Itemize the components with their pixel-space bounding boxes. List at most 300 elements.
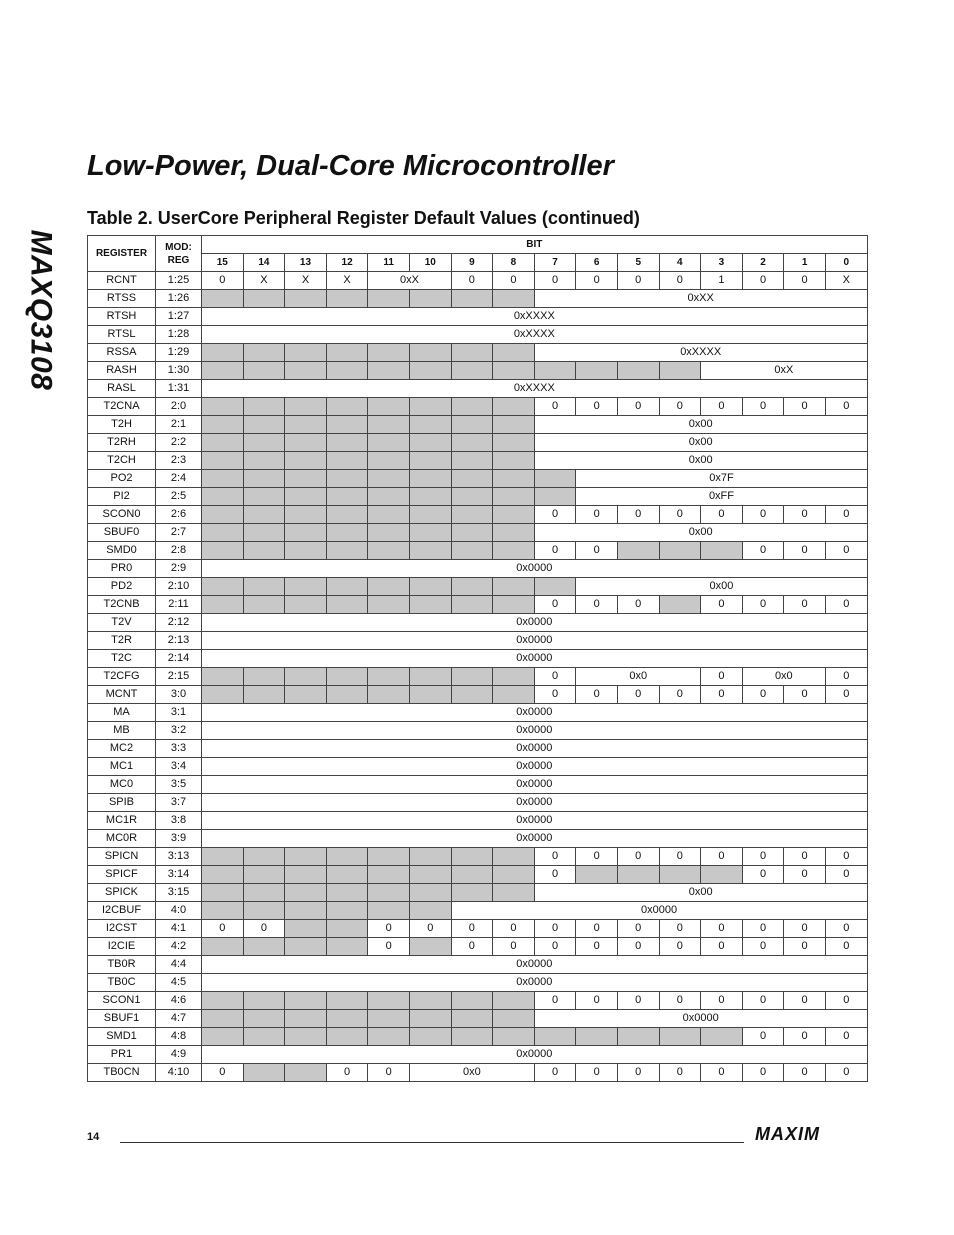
bit-value-cell: 0 xyxy=(534,866,576,884)
reserved-bit-cell xyxy=(409,578,451,596)
bit-value-cell: 0 xyxy=(784,596,826,614)
register-name-cell: PI2 xyxy=(88,488,156,506)
reserved-bit-cell xyxy=(326,938,368,956)
mod-reg-cell: 1:28 xyxy=(156,326,202,344)
maxim-logo: MAXIM xyxy=(755,1124,820,1144)
bit-value-cell: 0 xyxy=(534,542,576,560)
reserved-bit-cell xyxy=(243,848,285,866)
mod-reg-cell: 2:9 xyxy=(156,560,202,578)
register-name-cell: SPICF xyxy=(88,866,156,884)
bit-value-cell: 1 xyxy=(701,272,743,290)
mod-reg-cell: 2:12 xyxy=(156,614,202,632)
bit-value-cell: 0xXXXX xyxy=(202,326,868,344)
bit-value-cell: 0 xyxy=(784,920,826,938)
footer-rule xyxy=(120,1142,744,1143)
table-row xyxy=(88,812,868,830)
reserved-bit-cell xyxy=(451,362,493,380)
register-name-cell: SMD1 xyxy=(88,1028,156,1046)
reserved-bit-cell xyxy=(493,992,535,1010)
bit-value-cell: 0 xyxy=(742,1064,784,1082)
reserved-bit-cell xyxy=(368,524,410,542)
bit-value-cell: 0x0000 xyxy=(451,902,867,920)
bit-value-cell: 0x0000 xyxy=(202,650,868,668)
bit-number-header: 2 xyxy=(742,254,784,272)
reserved-bit-cell xyxy=(285,452,327,470)
mod-reg-cell: 2:10 xyxy=(156,578,202,596)
bit-value-cell: 0 xyxy=(701,938,743,956)
register-name-cell: SBUF0 xyxy=(88,524,156,542)
table-row xyxy=(88,758,868,776)
bit-value-cell: 0x0000 xyxy=(202,614,868,632)
bit-value-cell: 0 xyxy=(617,398,659,416)
table-row xyxy=(88,524,868,542)
bit-number-header: 3 xyxy=(701,254,743,272)
reserved-bit-cell xyxy=(493,416,535,434)
register-name-cell: SPIB xyxy=(88,794,156,812)
reserved-bit-cell xyxy=(451,506,493,524)
register-name-cell: I2CST xyxy=(88,920,156,938)
reserved-bit-cell xyxy=(368,434,410,452)
reserved-bit-cell xyxy=(493,524,535,542)
register-name-cell: MB xyxy=(88,722,156,740)
reserved-bit-cell xyxy=(409,596,451,614)
bit-value-cell: 0 xyxy=(617,1064,659,1082)
bit-value-cell: 0 xyxy=(784,272,826,290)
bit-value-cell: 0 xyxy=(659,398,701,416)
mod-reg-cell: 3:2 xyxy=(156,722,202,740)
reserved-bit-cell xyxy=(202,902,244,920)
bit-value-cell: 0x0000 xyxy=(202,956,868,974)
bit-value-cell: 0x00 xyxy=(534,884,867,902)
reserved-bit-cell xyxy=(202,1010,244,1028)
reserved-bit-cell xyxy=(243,488,285,506)
table-row xyxy=(88,398,868,416)
bit-number-header: 14 xyxy=(243,254,285,272)
bit-value-cell: 0 xyxy=(409,920,451,938)
bit-value-cell: 0 xyxy=(534,398,576,416)
bit-value-cell: 0 xyxy=(659,506,701,524)
bit-value-cell: 0x0000 xyxy=(202,974,868,992)
mod-reg-cell: 4:0 xyxy=(156,902,202,920)
reserved-bit-cell xyxy=(368,470,410,488)
bit-value-cell: 0 xyxy=(742,542,784,560)
register-name-cell: T2V xyxy=(88,614,156,632)
register-name-cell: SPICN xyxy=(88,848,156,866)
register-name-cell: T2CH xyxy=(88,452,156,470)
reserved-bit-cell xyxy=(409,1028,451,1046)
mod-reg-cell: 4:5 xyxy=(156,974,202,992)
bit-value-cell: 0 xyxy=(576,398,618,416)
bit-value-cell: 0 xyxy=(784,1028,826,1046)
table-row xyxy=(88,902,868,920)
reserved-bit-cell xyxy=(451,884,493,902)
reserved-bit-cell xyxy=(202,416,244,434)
reserved-bit-cell xyxy=(534,488,576,506)
reserved-bit-cell xyxy=(326,344,368,362)
table-row xyxy=(88,740,868,758)
bit-value-cell: 0 xyxy=(784,398,826,416)
bit-value-cell: 0 xyxy=(451,938,493,956)
reserved-bit-cell xyxy=(368,578,410,596)
bit-value-cell: 0 xyxy=(202,272,244,290)
register-name-cell: RTSS xyxy=(88,290,156,308)
register-name-cell: PR0 xyxy=(88,560,156,578)
bit-number-header: 8 xyxy=(493,254,535,272)
reserved-bit-cell xyxy=(202,668,244,686)
mod-reg-cell: 3:3 xyxy=(156,740,202,758)
bit-value-cell: 0 xyxy=(825,848,867,866)
bit-value-cell: 0 xyxy=(784,848,826,866)
reserved-bit-cell xyxy=(368,1010,410,1028)
bit-value-cell: 0 xyxy=(825,1064,867,1082)
mod-reg-cell: 3:1 xyxy=(156,704,202,722)
table-row xyxy=(88,344,868,362)
table-row xyxy=(88,848,868,866)
mod-reg-cell: 2:3 xyxy=(156,452,202,470)
mod-reg-cell: 2:6 xyxy=(156,506,202,524)
bit-value-cell: 0 xyxy=(742,686,784,704)
table-row xyxy=(88,416,868,434)
page-number: 14 xyxy=(87,1131,100,1143)
reserved-bit-cell xyxy=(493,470,535,488)
bit-value-cell: 0 xyxy=(243,920,285,938)
reserved-bit-cell xyxy=(451,686,493,704)
reserved-bit-cell xyxy=(659,1028,701,1046)
reserved-bit-cell xyxy=(202,938,244,956)
reserved-bit-cell xyxy=(243,470,285,488)
bit-value-cell: 0xXXXX xyxy=(202,308,868,326)
table-row xyxy=(88,794,868,812)
mod-reg-cell: 4:6 xyxy=(156,992,202,1010)
table-row xyxy=(88,380,868,398)
table-row xyxy=(88,992,868,1010)
reserved-bit-cell xyxy=(326,398,368,416)
reserved-bit-cell xyxy=(326,470,368,488)
reserved-bit-cell xyxy=(243,686,285,704)
register-name-cell: PR1 xyxy=(88,1046,156,1064)
reserved-bit-cell xyxy=(493,596,535,614)
reserved-bit-cell xyxy=(326,992,368,1010)
reserved-bit-cell xyxy=(202,434,244,452)
table-row xyxy=(88,866,868,884)
table-row xyxy=(88,884,868,902)
bit-value-cell: 0 xyxy=(701,398,743,416)
reserved-bit-cell xyxy=(534,578,576,596)
bit-value-cell: 0 xyxy=(368,1064,410,1082)
mod-reg-cell: 2:1 xyxy=(156,416,202,434)
bit-value-cell: 0x0 xyxy=(576,668,701,686)
bit-value-cell: 0xX xyxy=(368,272,451,290)
bit-value-cell: 0x0000 xyxy=(534,1010,867,1028)
reserved-bit-cell xyxy=(409,416,451,434)
reserved-bit-cell xyxy=(451,434,493,452)
reserved-bit-cell xyxy=(617,542,659,560)
mod-reg-cell: 3:15 xyxy=(156,884,202,902)
register-name-cell: T2C xyxy=(88,650,156,668)
reserved-bit-cell xyxy=(368,686,410,704)
mod-reg-cell: 1:27 xyxy=(156,308,202,326)
reserved-bit-cell xyxy=(326,506,368,524)
table-row xyxy=(88,1010,868,1028)
reserved-bit-cell xyxy=(285,686,327,704)
bit-value-cell: 0 xyxy=(742,506,784,524)
reserved-bit-cell xyxy=(451,992,493,1010)
bit-value-cell: 0 xyxy=(784,542,826,560)
bit-value-cell: 0 xyxy=(617,506,659,524)
mod-reg-cell: 3:8 xyxy=(156,812,202,830)
register-name-cell: T2CNA xyxy=(88,398,156,416)
bit-value-cell: 0 xyxy=(326,1064,368,1082)
bit-value-cell: 0 xyxy=(701,992,743,1010)
bit-value-cell: 0 xyxy=(784,506,826,524)
reserved-bit-cell xyxy=(451,578,493,596)
bit-value-cell: 0 xyxy=(617,938,659,956)
bit-number-header: 10 xyxy=(409,254,451,272)
bit-value-cell: 0 xyxy=(825,866,867,884)
bit-value-cell: 0 xyxy=(576,272,618,290)
bit-value-cell: 0 xyxy=(617,992,659,1010)
bit-value-cell: X xyxy=(825,272,867,290)
bit-value-cell: 0x00 xyxy=(534,434,867,452)
bit-value-cell: 0x0000 xyxy=(202,812,868,830)
mod-reg-cell: 1:29 xyxy=(156,344,202,362)
reserved-bit-cell xyxy=(493,848,535,866)
reserved-bit-cell xyxy=(243,596,285,614)
bit-column-header: BIT xyxy=(202,236,868,254)
reserved-bit-cell xyxy=(202,866,244,884)
mod-reg-cell: 4:4 xyxy=(156,956,202,974)
reserved-bit-cell xyxy=(285,1028,327,1046)
mod-reg-cell: 1:25 xyxy=(156,272,202,290)
bit-value-cell: 0 xyxy=(493,272,535,290)
reserved-bit-cell xyxy=(409,290,451,308)
bit-value-cell: 0x0000 xyxy=(202,722,868,740)
table-row xyxy=(88,542,868,560)
register-name-cell: TB0CN xyxy=(88,1064,156,1082)
mod-reg-cell: 3:13 xyxy=(156,848,202,866)
reserved-bit-cell xyxy=(202,848,244,866)
bit-value-cell: 0 xyxy=(742,938,784,956)
register-name-cell: MC0R xyxy=(88,830,156,848)
reserved-bit-cell xyxy=(451,524,493,542)
reserved-bit-cell xyxy=(285,362,327,380)
reserved-bit-cell xyxy=(493,866,535,884)
reserved-bit-cell xyxy=(493,1028,535,1046)
reserved-bit-cell xyxy=(326,524,368,542)
register-name-cell: MC1R xyxy=(88,812,156,830)
reserved-bit-cell xyxy=(409,524,451,542)
bit-number-header: 0 xyxy=(825,254,867,272)
side-part-number xyxy=(10,210,70,410)
bit-number-header: 5 xyxy=(617,254,659,272)
reserved-bit-cell xyxy=(243,434,285,452)
bit-value-cell: 0 xyxy=(825,1028,867,1046)
register-name-cell: PD2 xyxy=(88,578,156,596)
reserved-bit-cell xyxy=(326,416,368,434)
reserved-bit-cell xyxy=(202,884,244,902)
bit-value-cell: 0 xyxy=(617,848,659,866)
reserved-bit-cell xyxy=(202,452,244,470)
mod-reg-cell: 2:0 xyxy=(156,398,202,416)
bit-value-cell: 0x0000 xyxy=(202,794,868,812)
reserved-bit-cell xyxy=(326,488,368,506)
reserved-bit-cell xyxy=(493,668,535,686)
register-name-cell: SBUF1 xyxy=(88,1010,156,1028)
reserved-bit-cell xyxy=(202,344,244,362)
reserved-bit-cell xyxy=(202,992,244,1010)
reserved-bit-cell xyxy=(285,578,327,596)
reserved-bit-cell xyxy=(409,452,451,470)
reserved-bit-cell xyxy=(326,884,368,902)
reserved-bit-cell xyxy=(243,290,285,308)
reserved-bit-cell xyxy=(409,542,451,560)
bit-value-cell: 0 xyxy=(701,1064,743,1082)
reserved-bit-cell xyxy=(409,902,451,920)
reserved-bit-cell xyxy=(326,920,368,938)
register-name-cell: T2CNB xyxy=(88,596,156,614)
reserved-bit-cell xyxy=(243,1064,285,1082)
mod-reg-cell: 1:31 xyxy=(156,380,202,398)
bit-number-header: 9 xyxy=(451,254,493,272)
bit-value-cell: 0 xyxy=(202,920,244,938)
bit-value-cell: 0 xyxy=(493,938,535,956)
table-row xyxy=(88,632,868,650)
reserved-bit-cell xyxy=(285,542,327,560)
table-row xyxy=(88,830,868,848)
bit-value-cell: 0 xyxy=(742,866,784,884)
bit-value-cell: 0 xyxy=(659,992,701,1010)
reserved-bit-cell xyxy=(409,884,451,902)
reserved-bit-cell xyxy=(368,596,410,614)
mod-reg-cell: 4:2 xyxy=(156,938,202,956)
reserved-bit-cell xyxy=(451,1010,493,1028)
reserved-bit-cell xyxy=(285,992,327,1010)
reserved-bit-cell xyxy=(451,398,493,416)
reserved-bit-cell xyxy=(493,362,535,380)
reserved-bit-cell xyxy=(243,452,285,470)
mod-reg-cell: 2:13 xyxy=(156,632,202,650)
bit-value-cell: 0 xyxy=(825,668,867,686)
reserved-bit-cell xyxy=(368,506,410,524)
register-name-cell: SCON1 xyxy=(88,992,156,1010)
reserved-bit-cell xyxy=(243,668,285,686)
bit-value-cell: 0 xyxy=(825,938,867,956)
bit-value-cell: 0 xyxy=(617,596,659,614)
reserved-bit-cell xyxy=(285,668,327,686)
bit-value-cell: 0x0 xyxy=(409,1064,534,1082)
reserved-bit-cell xyxy=(368,668,410,686)
bit-number-header: 6 xyxy=(576,254,618,272)
reserved-bit-cell xyxy=(409,506,451,524)
reserved-bit-cell xyxy=(202,290,244,308)
reserved-bit-cell xyxy=(326,362,368,380)
table-row xyxy=(88,920,868,938)
bit-value-cell: 0xXXXX xyxy=(534,344,867,362)
reserved-bit-cell xyxy=(493,398,535,416)
register-name-cell: RASL xyxy=(88,380,156,398)
reserved-bit-cell xyxy=(409,1010,451,1028)
reserved-bit-cell xyxy=(326,578,368,596)
reserved-bit-cell xyxy=(202,470,244,488)
register-name-cell: SMD0 xyxy=(88,542,156,560)
register-name-cell: RTSL xyxy=(88,326,156,344)
bit-value-cell: 0x0000 xyxy=(202,1046,868,1064)
bit-value-cell: X xyxy=(326,272,368,290)
register-name-cell: SCON0 xyxy=(88,506,156,524)
reserved-bit-cell xyxy=(285,902,327,920)
bit-value-cell: 0 xyxy=(742,398,784,416)
table-row xyxy=(88,722,868,740)
reserved-bit-cell xyxy=(202,524,244,542)
bit-value-cell: 0 xyxy=(617,920,659,938)
bit-value-cell: 0 xyxy=(617,686,659,704)
reserved-bit-cell xyxy=(451,488,493,506)
reserved-bit-cell xyxy=(326,290,368,308)
bit-value-cell: 0x0000 xyxy=(202,704,868,722)
bit-value-cell: 0x0000 xyxy=(202,632,868,650)
reserved-bit-cell xyxy=(409,470,451,488)
reserved-bit-cell xyxy=(326,1010,368,1028)
register-column-header: REGISTER xyxy=(88,236,156,272)
reserved-bit-cell xyxy=(368,848,410,866)
reserved-bit-cell xyxy=(202,1028,244,1046)
bit-number-header: 4 xyxy=(659,254,701,272)
reserved-bit-cell xyxy=(243,1010,285,1028)
reserved-bit-cell xyxy=(285,884,327,902)
reserved-bit-cell xyxy=(409,488,451,506)
bit-value-cell: 0 xyxy=(576,596,618,614)
bit-value-cell: 0 xyxy=(534,1064,576,1082)
table-row xyxy=(88,614,868,632)
mod-reg-column-header xyxy=(156,236,202,272)
reserved-bit-cell xyxy=(368,452,410,470)
reserved-bit-cell xyxy=(534,362,576,380)
bit-value-cell: 0 xyxy=(576,1064,618,1082)
bit-value-cell: 0 xyxy=(701,848,743,866)
reserved-bit-cell xyxy=(493,488,535,506)
bit-value-cell: 0 xyxy=(825,920,867,938)
bit-value-cell: 0xXX xyxy=(534,290,867,308)
bit-value-cell: 0 xyxy=(784,1064,826,1082)
table-title: Table 2. UserCore Peripheral Register Default Values (continued) xyxy=(87,208,640,228)
mod-reg-cell: 4:10 xyxy=(156,1064,202,1082)
bit-value-cell: 0 xyxy=(576,542,618,560)
register-name-cell: RTSH xyxy=(88,308,156,326)
mod-reg-cell: 4:8 xyxy=(156,1028,202,1046)
reserved-bit-cell xyxy=(285,524,327,542)
bit-value-cell: 0 xyxy=(659,938,701,956)
table-row xyxy=(88,362,868,380)
table-row xyxy=(88,272,868,290)
mod-reg-cell: 2:11 xyxy=(156,596,202,614)
reserved-bit-cell xyxy=(409,668,451,686)
bit-value-cell: 0 xyxy=(784,686,826,704)
table-row xyxy=(88,956,868,974)
bit-number-header: 11 xyxy=(368,254,410,272)
bit-value-cell: 0 xyxy=(742,992,784,1010)
register-name-cell: SPICK xyxy=(88,884,156,902)
reserved-bit-cell xyxy=(243,1028,285,1046)
reserved-bit-cell xyxy=(534,1028,576,1046)
reserved-bit-cell xyxy=(493,686,535,704)
reserved-bit-cell xyxy=(368,416,410,434)
table-row xyxy=(88,578,868,596)
reserved-bit-cell xyxy=(285,290,327,308)
bit-value-cell: 0x7F xyxy=(576,470,867,488)
bit-value-cell: 0 xyxy=(451,920,493,938)
reserved-bit-cell xyxy=(409,344,451,362)
bit-value-cell: 0x0000 xyxy=(202,740,868,758)
